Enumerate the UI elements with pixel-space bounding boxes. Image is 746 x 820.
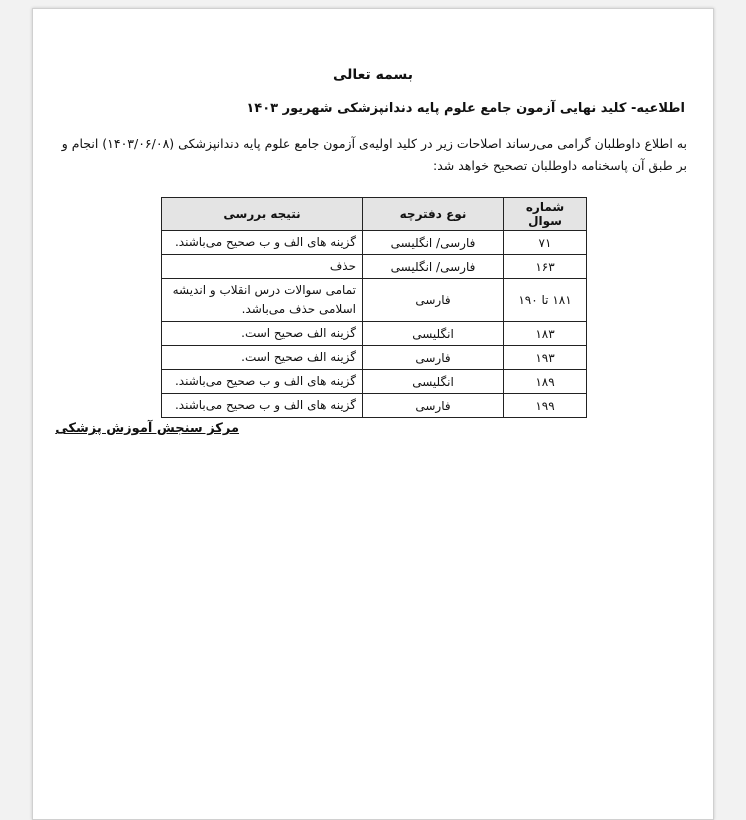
question-number-cell: ۱۶۳ — [504, 255, 587, 279]
header-booklet-type: نوع دفترچه — [363, 198, 504, 231]
review-result-cell: گزینه های الف و ب صحیح می‌باشند. — [162, 231, 363, 255]
review-result-cell: تمامی سوالات درس انقلاب و اندیشه اسلامی حذف می‌باشد. — [162, 279, 363, 322]
announcement-title: اطلاعیه- کلید نهایی آزمون جامع علوم پایه دندانپزشکی شهریور ۱۴۰۳ — [246, 101, 685, 116]
question-number-cell: ۱۸۱ تا ۱۹۰ — [504, 279, 587, 322]
booklet-type-cell: فارسی/ انگلیسی — [363, 255, 504, 279]
review-result-cell: حذف — [162, 255, 363, 279]
question-number-cell: ۱۸۹ — [504, 370, 587, 394]
table-row — [162, 279, 587, 322]
review-result-cell: گزینه های الف و ب صحیح می‌باشند. — [162, 394, 363, 418]
table-header-row — [162, 198, 587, 231]
issuer-signature: مرکز سنجش آموزش پزشکی — [55, 421, 239, 436]
question-number-cell: ۱۸۳ — [504, 322, 587, 346]
booklet-type-cell: فارسی — [363, 279, 504, 322]
table-row — [162, 322, 587, 346]
review-result-cell: گزینه الف صحیح است. — [162, 322, 363, 346]
booklet-type-cell: فارسی/ انگلیسی — [363, 231, 504, 255]
table-row — [162, 255, 587, 279]
table-row — [162, 370, 587, 394]
table-row — [162, 231, 587, 255]
booklet-type-cell: انگلیسی — [363, 370, 504, 394]
review-result-cell: گزینه الف صحیح است. — [162, 346, 363, 370]
intro-paragraph: به اطلاع داوطلبان گرامی می‌رساند اصلاحات زیر در کلید اولیه‌ی آزمون جامع علوم پایه دندانپزشکی (۱۴۰۳/۰۶/۰۸) انجام و بر طبق آن پاسخنامه داوطلبان تصحیح خواهد شد: — [61, 136, 687, 173]
answer-key-table — [161, 197, 587, 418]
document-page — [32, 8, 714, 820]
question-number-cell: ۱۹۳ — [504, 346, 587, 370]
document-heading: بسمه تعالی — [332, 67, 414, 83]
question-number-cell: ۷۱ — [504, 231, 587, 255]
header-question-number: شماره سوال — [504, 198, 587, 231]
review-result-cell: گزینه های الف و ب صحیح می‌باشند. — [162, 370, 363, 394]
booklet-type-cell: فارسی — [363, 346, 504, 370]
table-row — [162, 394, 587, 418]
question-number-cell: ۱۹۹ — [504, 394, 587, 418]
table-row — [162, 346, 587, 370]
header-review-result: نتیجه بررسی — [162, 198, 363, 231]
booklet-type-cell: انگلیسی — [363, 322, 504, 346]
booklet-type-cell: فارسی — [363, 394, 504, 418]
